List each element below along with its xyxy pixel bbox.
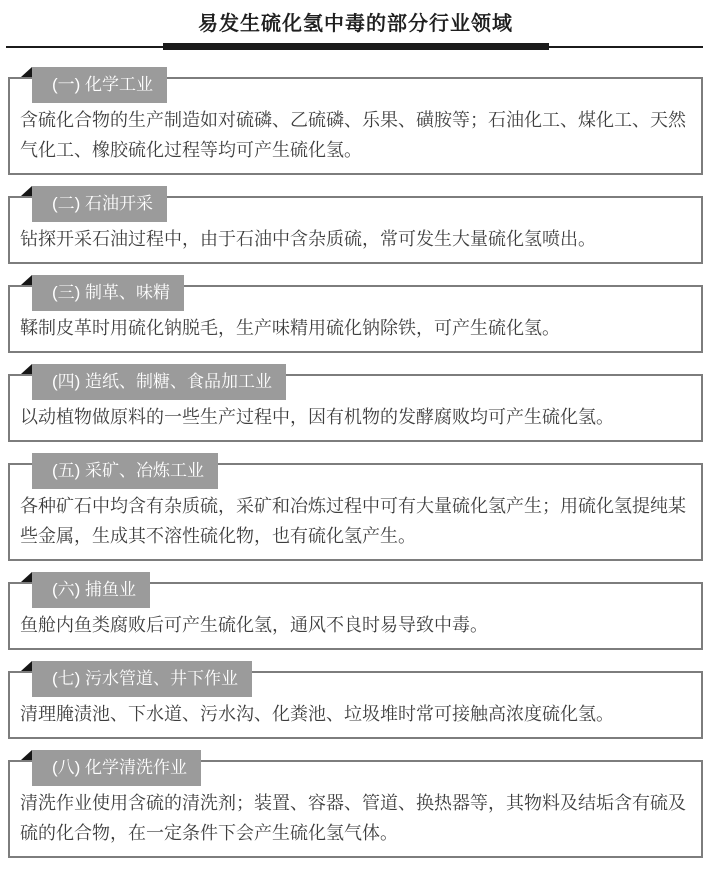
section-tag	[32, 572, 150, 608]
section-tag-label: (七) 污水管道、井下作业	[52, 669, 239, 688]
fold-triangle-icon	[21, 186, 32, 196]
section-body-text: 清理腌渍池、下水道、污水沟、化粪池、垃圾堆时常可接触高浓度硫化氢。	[20, 704, 614, 724]
section-tag	[32, 453, 218, 489]
fold-triangle-icon	[21, 275, 32, 285]
section-tag	[32, 364, 286, 400]
industry-section	[8, 750, 703, 858]
fold-triangle-icon	[21, 661, 32, 671]
section-body-text: 鞣制皮革时用硫化钠脱毛，生产味精用硫化钠除铁，可产生硫化氢。	[20, 318, 560, 338]
section-body-text: 各种矿石中均含有杂质硫，采矿和冶炼过程中可有大量硫化氢产生；用硫化氢提纯某些金属，生成其不溶性硫化物，也有硫化氢产生。	[20, 496, 686, 546]
industry-section	[8, 275, 703, 353]
industry-section	[8, 186, 703, 264]
title-underline-bar	[163, 43, 549, 50]
fold-triangle-icon	[21, 67, 32, 77]
fold-triangle-icon	[21, 364, 32, 374]
industry-section	[8, 572, 703, 650]
section-tag-label: (八) 化学清洗作业	[52, 758, 188, 777]
section-tag	[32, 186, 167, 222]
section-tag-label: (二) 石油开采	[52, 194, 154, 213]
section-tag	[32, 661, 252, 697]
industry-section	[8, 364, 703, 442]
section-tag-label: (五) 采矿、冶炼工业	[52, 461, 205, 480]
section-tag	[32, 275, 184, 311]
section-body-text: 鱼舱内鱼类腐败后可产生硫化氢，通风不良时易导致中毒。	[20, 615, 488, 635]
sections-list	[8, 67, 703, 858]
industry-section	[8, 661, 703, 739]
section-tag	[32, 67, 167, 103]
section-body-text: 以动植物做原料的一些生产过程中，因有机物的发酵腐败均可产生硫化氢。	[20, 407, 614, 427]
section-body-text: 清洗作业使用含硫的清洗剂；装置、容器、管道、换热器等，其物料及结垢含有硫及硫的化合物，在一定条件下会产生硫化氢气体。	[20, 793, 686, 843]
industry-section	[8, 67, 703, 175]
title-underline	[8, 43, 703, 51]
fold-triangle-icon	[21, 750, 32, 760]
section-tag-label: (四) 造纸、制糖、食品加工业	[52, 372, 273, 391]
section-tag	[32, 750, 201, 786]
page-header	[8, 0, 703, 51]
page-title: 易发生硫化氢中毒的部分行业领域	[198, 13, 513, 35]
fold-triangle-icon	[21, 572, 32, 582]
section-body-text: 含硫化合物的生产制造如对硫磷、乙硫磷、乐果、磺胺等；石油化工、煤化工、天然气化工、橡胶硫化过程等均可产生硫化氢。	[20, 110, 686, 160]
section-tag-label: (六) 捕鱼业	[52, 580, 137, 599]
section-tag-label: (一) 化学工业	[52, 75, 154, 94]
section-body-text: 钻探开采石油过程中，由于石油中含杂质硫，常可发生大量硫化氢喷出。	[20, 229, 596, 249]
section-tag-label: (三) 制革、味精	[52, 283, 171, 302]
industry-section	[8, 453, 703, 561]
